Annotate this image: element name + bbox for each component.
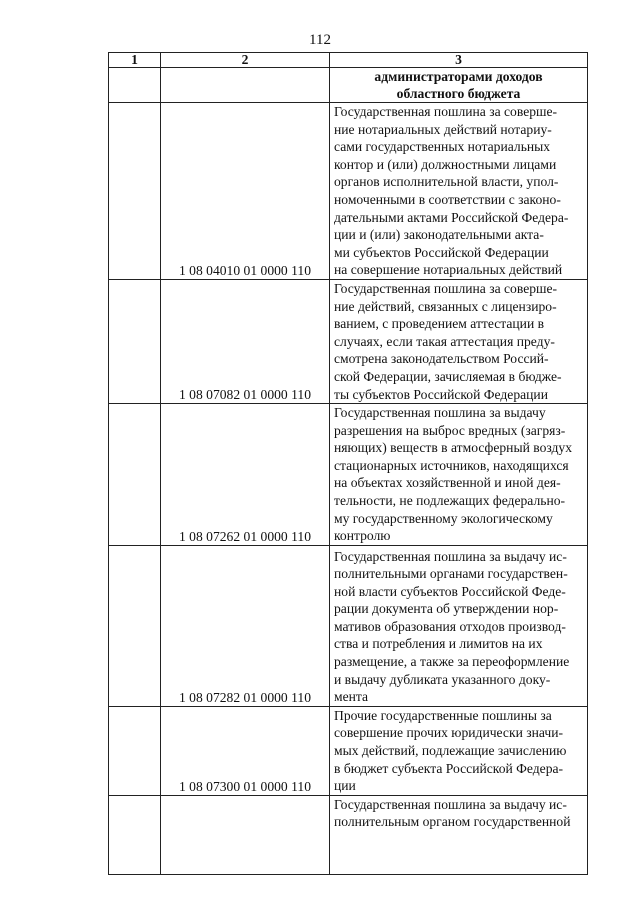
empty-cell — [109, 103, 161, 280]
subheading-line: администраторами доходов — [374, 69, 543, 84]
subheading-cell — [330, 68, 588, 103]
table-row — [109, 795, 588, 874]
description-line: полнительными органами государствен- — [334, 566, 568, 582]
empty-cell — [109, 545, 161, 706]
description-line: няющих) веществ в атмосферный воздух — [334, 440, 573, 456]
description-line: ванием, с проведением аттестации в — [334, 316, 545, 332]
description-line: Государственная пошлина за выдачу ис- — [334, 548, 567, 564]
code-cell: 1 08 07282 01 0000 110 — [161, 545, 330, 706]
description-line: совершение прочих юридически значи- — [334, 725, 564, 741]
description-line: Государственная пошлина за выдачу — [334, 405, 546, 421]
description-line: мых действий, подлежащие зачислению — [334, 743, 567, 759]
description-cell — [330, 404, 588, 546]
description-line: ции — [334, 778, 356, 794]
description-cell — [330, 545, 588, 706]
description-line: ской Федерации, зачисляемая в бюдже- — [334, 368, 562, 384]
description-line: Государственная пошлина за совершe- — [334, 104, 558, 119]
description-line: ми субъектов Российской Федерации — [334, 244, 549, 260]
description-line: рации документа об утверждении нор- — [334, 601, 559, 617]
description-cell — [330, 103, 588, 280]
description-line: ной власти субъектов Российской Феде- — [334, 583, 566, 599]
description-line: ние действий, связанных с лицензиро- — [334, 298, 557, 314]
description-line: полнительным органом государственной — [334, 814, 571, 830]
description-line: контролю — [334, 528, 391, 544]
code-cell: 1 08 07262 01 0000 110 — [161, 404, 330, 546]
code-cell: 1 08 04010 01 0000 110 — [161, 103, 330, 280]
description-line: и выдачу дубликата указанного доку- — [334, 671, 551, 687]
description-line: контор и (или) должностными лицами — [334, 156, 557, 172]
empty-cell — [109, 795, 161, 874]
description-cell — [330, 795, 588, 874]
description-line: на совершение нотариальных действий — [334, 262, 563, 278]
code-cell — [161, 795, 330, 874]
description-line: номоченными в соответствии с законо- — [334, 191, 561, 207]
description-line: смотрена законодательством Россий- — [334, 351, 549, 367]
description-cell — [330, 706, 588, 795]
column-header-2: 2 — [161, 53, 330, 68]
column-header-3: 3 — [330, 53, 588, 68]
revenue-codes-table — [108, 52, 588, 875]
empty-cell — [109, 404, 161, 546]
description-line: сами государственных нотариальных — [334, 139, 551, 155]
table-row — [109, 545, 588, 706]
code-cell: 1 08 07300 01 0000 110 — [161, 706, 330, 795]
code-cell: 1 08 07082 01 0000 110 — [161, 279, 330, 403]
description-line: мативов образования отходов производ- — [334, 618, 566, 634]
description-line: ние нотариальных действий нотариу- — [334, 121, 552, 137]
description-line: размещение, а также за переоформление — [334, 654, 570, 670]
description-line: разрешения на выброс вредных (загряз- — [334, 422, 566, 438]
description-line: Прочие государственные пошлины за — [334, 707, 552, 723]
description-line: мента — [334, 689, 369, 705]
subheading-row — [109, 68, 588, 103]
description-line: дательными актами Российской Федера- — [334, 209, 569, 225]
description-line: Государственная пошлина за совершe- — [334, 280, 558, 296]
table-body — [109, 53, 588, 875]
table-row — [109, 404, 588, 546]
table-row — [109, 279, 588, 403]
page-number: 112 — [309, 32, 331, 48]
description-line: ты субъектов Российской Федерации — [334, 386, 548, 402]
empty-cell — [109, 68, 161, 103]
description-line: ства и потребления и лимитов на их — [334, 636, 543, 652]
empty-cell — [109, 706, 161, 795]
description-line: ции и (или) законодательными акта- — [334, 227, 544, 243]
description-line: тельности, не подлежащих федерально- — [334, 493, 566, 509]
description-cell — [330, 279, 588, 403]
subheading-line: областного бюджета — [396, 86, 521, 101]
empty-cell — [109, 279, 161, 403]
table-row — [109, 103, 588, 280]
description-line: на объектах хозяйственной и иной дея- — [334, 475, 561, 491]
table-header-row — [109, 53, 588, 68]
description-line: му государственному экологическому — [334, 510, 553, 526]
description-line: в бюджет субъекта Российской Федера- — [334, 760, 564, 776]
description-line: органов исполнительной власти, упол- — [334, 174, 559, 190]
description-line: случаях, если такая аттестация преду- — [334, 333, 555, 349]
description-line: Государственная пошлина за выдачу ис- — [334, 796, 567, 812]
description-line: стационарных источников, находящихся — [334, 457, 569, 473]
empty-cell — [161, 68, 330, 103]
table-row — [109, 706, 588, 795]
column-header-1: 1 — [109, 53, 161, 68]
